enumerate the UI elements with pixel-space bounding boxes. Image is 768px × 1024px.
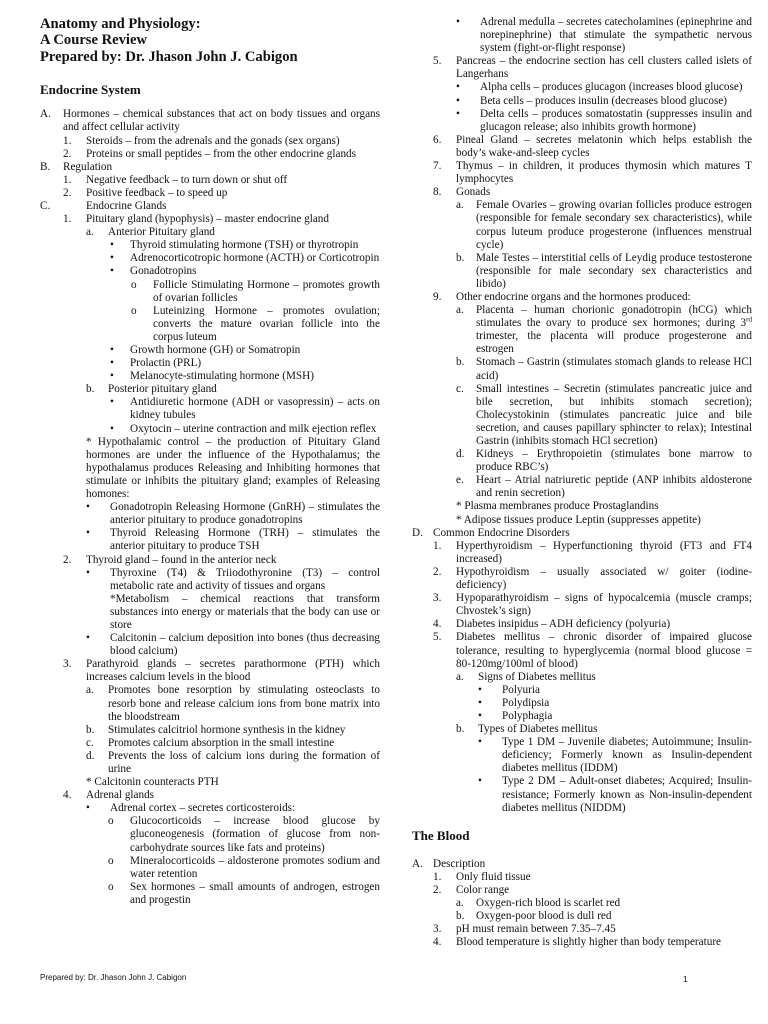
list-marker: a. xyxy=(456,199,464,212)
list-marker: • xyxy=(110,344,114,356)
list-marker: A. xyxy=(412,857,423,870)
outline-item xyxy=(110,396,380,422)
list-marker: 4. xyxy=(433,936,442,949)
list-marker: b. xyxy=(456,723,465,736)
list-marker: d. xyxy=(86,749,95,762)
outline-item xyxy=(63,174,380,187)
list-text: Proteins or small peptides – from the other endocrine glands xyxy=(86,147,356,160)
list-marker: b. xyxy=(456,356,465,369)
list-marker: 5. xyxy=(433,55,442,68)
list-marker: 4. xyxy=(63,789,72,802)
list-marker: 9. xyxy=(433,290,442,303)
outline-item xyxy=(86,802,380,815)
outline-item xyxy=(108,881,380,907)
list-text: Gonads xyxy=(456,186,491,199)
list-text: Female Ovaries – growing ovarian follicles produce estrogen (responsible for female secondary sex characteristics), while corpus luteum produce progesterone (influences menstrual cycle) xyxy=(476,199,752,251)
document-title-line-2: A Course Review xyxy=(40,32,148,49)
outline-item xyxy=(110,423,380,436)
outline-item xyxy=(131,305,380,344)
outline-item xyxy=(63,187,380,200)
list-text: Small intestines – Secretin (stimulates pancreatic juice and bile secretion, but inhibits stomach secretion); Cholecystokinin (stimulates pancreatic juice and bile secretion, and causes papillary sphincter to relax); Intestinal Gastrin (inhibits stomach HCl secretion) xyxy=(476,382,752,447)
outline-item xyxy=(456,95,752,108)
outline-item xyxy=(433,55,752,81)
list-text: Blood temperature is slightly higher than body temperature xyxy=(456,936,722,949)
ordinal-suffix: rd xyxy=(746,315,752,324)
list-text: Common Endocrine Disorders xyxy=(433,526,570,539)
outline-item xyxy=(86,226,380,239)
outline-item xyxy=(86,527,380,553)
outline-item xyxy=(478,697,752,710)
outline-item xyxy=(108,855,380,881)
outline-item xyxy=(433,618,752,631)
list-text: Diabetes insipidus – ADH deficiency (polyuria) xyxy=(456,618,671,631)
outline-item xyxy=(433,160,752,186)
list-marker: 1. xyxy=(63,134,72,147)
list-marker: 7. xyxy=(433,160,442,173)
list-marker: • xyxy=(110,370,114,383)
outline-item xyxy=(456,304,752,356)
list-text: Oxygen-poor blood is dull red xyxy=(476,910,612,923)
list-text: Type 1 DM – Juvenile diabetes; Autoimmune; Insulin-deficiency; Formerly known as Insulin-dependent diabetes mellitus (IDDM) xyxy=(502,736,752,775)
list-text: Thymus – in children, it produces thymosin which matures T lymphocytes xyxy=(456,160,752,186)
list-marker: 1. xyxy=(433,539,442,552)
list-marker: b. xyxy=(456,251,465,264)
list-marker: B. xyxy=(40,160,51,173)
list-text: Follicle Stimulating Hormone – promotes growth of ovarian follicles xyxy=(153,278,380,304)
list-marker: 6. xyxy=(433,133,442,146)
outline-item xyxy=(456,81,752,94)
list-text: Hormones – chemical substances that act on body tissues and organs and affect cellular activity xyxy=(63,108,380,134)
outline-item xyxy=(63,789,380,802)
outline-item xyxy=(478,710,752,723)
list-text: Regulation xyxy=(63,160,113,173)
list-text: Prolactin (PRL) xyxy=(130,357,202,370)
outline-item xyxy=(63,135,380,148)
outline-item xyxy=(86,724,380,737)
outline-item xyxy=(63,148,380,161)
document-title-line-1: Anatomy and Physiology: xyxy=(40,16,201,32)
outline-item xyxy=(433,291,752,304)
page-number: 1 xyxy=(683,974,688,984)
list-text: Polyuria xyxy=(502,683,540,696)
list-marker: • xyxy=(110,422,114,435)
list-marker: • xyxy=(86,566,90,579)
outline-item xyxy=(456,448,752,474)
list-marker: 3. xyxy=(433,592,442,605)
list-text: Glucocorticoids – increase blood glucose by gluconeogenesis (formation of glucose from non-carbohydrate sources like fats and proteins) xyxy=(130,815,380,854)
list-marker: 3. xyxy=(63,658,72,671)
list-text: Adrenal cortex – secretes corticosteroids: xyxy=(110,802,296,815)
list-text: Negative feedback – to turn down or shut off xyxy=(86,173,288,186)
leptin-note: * Adipose tissues produce Leptin (suppresses appetite) xyxy=(456,513,701,526)
outline-item xyxy=(86,567,380,593)
outline-item xyxy=(40,200,380,213)
hypothalamic-control-note: * Hypothalamic control – the production of Pituitary Gland hormones are under the influence of the Hypothalamus; the hypothalamus produces Releasing and Inhibiting hormones that stimulate or inhibits the pituitary gland; examples of Releasing homones: xyxy=(86,435,380,501)
list-text: Alpha cells – produces glucagon (increases blood glucose) xyxy=(480,81,743,94)
list-marker: • xyxy=(478,696,482,709)
placenta-text: Placenta – human chorionic gonadotropin (hCG) which stimulates the ovary to produce sex hormones; during 3 xyxy=(476,304,752,330)
list-text: Delta cells – produces somatostatin (suppresses insulin and glucagon release; also inhibits growth hormone) xyxy=(480,107,752,133)
list-marker: a. xyxy=(456,670,464,683)
list-marker: • xyxy=(478,775,482,788)
list-text: Thyroid Releasing Hormone (TRH) – stimulates the anterior pituitary to produce TSH xyxy=(110,527,380,553)
list-text: Thyroxine (T4) & Triiodothyronine (T3) – control metabolic rate and activity of tissues and organs xyxy=(110,566,380,592)
outline-item xyxy=(433,936,752,949)
list-marker: d. xyxy=(456,448,465,461)
list-text: Thyroid stimulating hormone (TSH) or thyrotropin xyxy=(130,239,359,252)
outline-item xyxy=(456,474,752,500)
list-marker: a. xyxy=(456,897,464,910)
outline-item xyxy=(110,239,380,252)
list-text: Posterior pituitary gland xyxy=(108,383,217,396)
list-marker: 1. xyxy=(433,870,442,883)
list-marker: o xyxy=(108,854,114,867)
list-text: Gonadotropins xyxy=(130,265,197,278)
list-marker: o xyxy=(131,278,137,291)
outline-item xyxy=(63,213,380,226)
list-marker: 1. xyxy=(63,173,72,186)
list-marker: • xyxy=(86,632,90,645)
list-marker: 2. xyxy=(433,565,442,578)
outline-item xyxy=(433,566,752,592)
list-text: Diabetes mellitus – chronic disorder of impaired glucose tolerance, resulting to hyperglycemia (normal blood glucose = 80-120mg/100ml of blood) xyxy=(456,631,752,670)
outline-item xyxy=(456,671,752,684)
outline-item xyxy=(478,775,752,814)
outline-item xyxy=(86,684,380,723)
list-marker: o xyxy=(108,880,114,893)
list-text: Heart – Atrial natriuretic peptide (ANP inhibits aldosterone and renin secretion) xyxy=(476,474,752,500)
list-marker: 4. xyxy=(433,618,442,631)
list-marker: • xyxy=(478,736,482,749)
outline-item xyxy=(433,871,752,884)
list-text: Pineal Gland – secretes melatonin which helps establish the body’s wake-and-sleep cycles xyxy=(456,133,752,159)
list-text: Promotes calcium absorption in the small intestine xyxy=(108,736,335,749)
list-text: Positive feedback – to speed up xyxy=(86,186,228,199)
outline-item xyxy=(40,108,380,134)
outline-item xyxy=(110,357,380,370)
list-text: Color range xyxy=(456,884,510,896)
outline-item xyxy=(412,858,752,871)
outline-item xyxy=(478,736,752,775)
list-text: Signs of Diabetes mellitus xyxy=(478,670,596,683)
list-marker: e. xyxy=(456,474,464,487)
list-marker: 2. xyxy=(63,147,72,160)
list-marker: • xyxy=(456,81,460,94)
list-text: Melanocyte-stimulating hormone (MSH) xyxy=(130,370,314,383)
list-text: Growth hormone (GH) or Somatropin xyxy=(130,344,301,356)
list-marker: o xyxy=(131,304,137,317)
list-marker: • xyxy=(478,683,482,696)
list-marker: 2. xyxy=(63,553,72,566)
list-marker: 8. xyxy=(433,186,442,199)
list-text: Endocrine Glands xyxy=(86,199,167,212)
metabolism-note: *Metabolism – chemical reactions that transform substances into energy or materials that the body can use or store xyxy=(110,592,380,631)
list-marker: C. xyxy=(40,199,51,212)
list-text: Gonadotropin Releasing Hormone (GnRH) – stimulates the anterior pituitary to produce gonadotropins xyxy=(110,501,380,527)
list-marker: 2. xyxy=(63,186,72,199)
list-marker: 2. xyxy=(433,884,442,896)
outline-item xyxy=(456,252,752,291)
list-text: Hyperthyroidism – Hyperfunctioning thyroid (FT3 and FT4 increased) xyxy=(456,539,752,565)
list-marker: c. xyxy=(86,736,94,749)
outline-item xyxy=(131,279,380,305)
list-marker: • xyxy=(86,527,90,540)
list-marker: • xyxy=(110,357,114,370)
list-marker: o xyxy=(108,815,114,828)
list-text: Stimulates calcitriol hormone synthesis in the kidney xyxy=(108,723,346,736)
outline-item xyxy=(63,554,380,567)
outline-item xyxy=(456,108,752,134)
outline-item xyxy=(478,684,752,697)
prostaglandins-note: * Plasma membranes produce Prostaglandins xyxy=(456,500,659,513)
section-heading-endocrine: Endocrine System xyxy=(40,82,141,98)
list-text: Adrenocorticotropic hormone (ACTH) or Corticotropin xyxy=(130,252,380,265)
list-marker: • xyxy=(110,265,114,278)
placenta-text-cont: trimester, the placenta will produce progesterone and estrogen xyxy=(476,330,752,356)
outline-item xyxy=(433,884,752,897)
outline-item xyxy=(86,737,380,750)
outline-item xyxy=(110,370,380,383)
list-text: Thyroid gland – found in the anterior neck xyxy=(86,553,277,566)
list-text: Other endocrine organs and the hormones produced: xyxy=(456,290,691,303)
outline-item xyxy=(433,923,752,936)
list-marker: • xyxy=(456,107,460,120)
list-marker: 1. xyxy=(63,213,72,226)
list-text: Male Testes – interstitial cells of Leydig produce testosterone (responsible for male secondary sex characteristics and libido) xyxy=(476,251,752,290)
list-text: Adrenal glands xyxy=(86,789,155,802)
list-marker: 3. xyxy=(433,923,442,936)
outline-item xyxy=(433,134,752,160)
outline-item xyxy=(433,186,752,199)
outline-item xyxy=(456,723,752,736)
list-text: Promotes bone resorption by stimulating osteoclasts to resorb bone and release calcium ions from bone matrix into the bloodstream xyxy=(108,684,380,723)
list-text: Types of Diabetes mellitus xyxy=(478,723,598,736)
list-text: Luteinizing Hormone – promotes ovulation; converts the mature ovarian follicle into the corpus luteum xyxy=(153,304,380,343)
list-text: Steroids – from the adrenals and the gonads (sex organs) xyxy=(86,134,340,147)
section-heading-blood: The Blood xyxy=(412,827,470,843)
right-column xyxy=(412,16,752,949)
outline-item xyxy=(110,344,380,357)
list-text: Mineralocorticoids – aldosterone promotes sodium and water retention xyxy=(130,854,380,880)
outline-item xyxy=(456,897,752,910)
list-text: Beta cells – produces insulin (decreases blood glucose) xyxy=(480,94,727,107)
list-text: Oxygen-rich blood is scarlet red xyxy=(476,897,621,910)
list-marker: • xyxy=(456,94,460,107)
list-marker: • xyxy=(456,16,460,28)
list-text: pH must remain between 7.35–7.45 xyxy=(456,923,616,936)
list-marker: c. xyxy=(456,382,464,395)
outline-item xyxy=(40,161,380,174)
list-text: Hypothyroidism – usually associated w/ goiter (iodine-deficiency) xyxy=(456,565,752,592)
list-text: Sex hormones – small amounts of androgen, estrogen and progestin xyxy=(130,880,380,906)
list-text: Antidiuretic hormone (ADH or vasopressin) – acts on kidney tubules xyxy=(130,396,380,422)
list-text: Kidneys – Erythropoietin (stimulates bone marrow to produce RBC’s) xyxy=(476,448,752,474)
list-text: Description xyxy=(433,857,486,870)
outline-item xyxy=(86,501,380,527)
list-marker: b. xyxy=(456,910,465,923)
outline-item xyxy=(433,540,752,566)
footer-author: Prepared by: Dr. Jhason John J. Cabigon xyxy=(40,973,187,982)
list-marker: b. xyxy=(86,723,95,736)
outline-item xyxy=(456,910,752,923)
outline-item xyxy=(86,383,380,396)
document-title-line-3: Prepared by: Dr. Jhason John J. Cabigon xyxy=(40,48,298,65)
list-text: Pituitary gland (hypophysis) – master endocrine gland xyxy=(86,213,329,226)
list-text: Oxytocin – uterine contraction and milk ejection reflex xyxy=(130,422,377,435)
list-marker: • xyxy=(86,802,90,815)
outline-item xyxy=(456,199,752,251)
list-text: Adrenal medulla – secretes catecholamines (epinephrine and norepinephrine) that stimulate the sympathetic nervous system (fight-or-flight response) xyxy=(480,16,752,55)
list-marker: 5. xyxy=(433,631,442,644)
list-text: Stomach – Gastrin (stimulates stomach glands to release HCl acid) xyxy=(476,356,752,382)
list-marker: a. xyxy=(86,226,94,239)
list-text: Hypoparathyroidism – signs of hypocalcemia (muscle cramps; Chvostek’s sign) xyxy=(456,592,752,618)
list-marker: • xyxy=(110,396,114,409)
outline-item xyxy=(456,383,752,448)
outline-item xyxy=(86,750,380,776)
list-text: Parathyroid glands – secretes parathormone (PTH) which increases calcium levels in the blood xyxy=(86,658,380,684)
list-text: Polydipsia xyxy=(502,696,550,709)
list-text: Pancreas – the endocrine section has cell clusters called islets of Langerhans xyxy=(456,55,752,81)
list-text: Polyphagia xyxy=(502,709,553,722)
outline-item xyxy=(108,815,380,854)
list-marker: • xyxy=(110,252,114,265)
list-text: Prevents the loss of calcium ions during the formation of urine xyxy=(108,749,380,775)
outline-item xyxy=(456,356,752,382)
list-marker: A. xyxy=(40,108,51,121)
page-footer xyxy=(40,973,740,982)
list-text xyxy=(476,304,752,356)
outline-item xyxy=(433,631,752,670)
list-marker: a. xyxy=(86,684,94,697)
outline-item xyxy=(456,16,752,55)
list-text: Type 2 DM – Adult-onset diabetes; Acquired; Insulin-resistance; Formerly known as Non-insulin-dependent diabetes mellitus (NIDDM) xyxy=(502,775,752,814)
list-marker: a. xyxy=(456,304,464,317)
outline-item xyxy=(433,592,752,618)
list-text: Anterior Pituitary gland xyxy=(108,226,215,239)
left-column xyxy=(40,16,380,907)
outline-item xyxy=(63,658,380,684)
list-marker: b. xyxy=(86,383,95,396)
list-marker: • xyxy=(478,709,482,722)
calcitonin-note: * Calcitonin counteracts PTH xyxy=(86,776,219,789)
list-marker: • xyxy=(86,501,90,514)
outline-item xyxy=(412,527,752,540)
list-marker: • xyxy=(110,239,114,252)
outline-item xyxy=(110,265,380,278)
list-marker: D. xyxy=(412,526,423,539)
list-text: Only fluid tissue xyxy=(456,870,531,883)
outline-item xyxy=(86,632,380,658)
list-text: Calcitonin – calcium deposition into bones (thus decreasing blood calcium) xyxy=(110,632,380,658)
outline-item xyxy=(110,252,380,265)
